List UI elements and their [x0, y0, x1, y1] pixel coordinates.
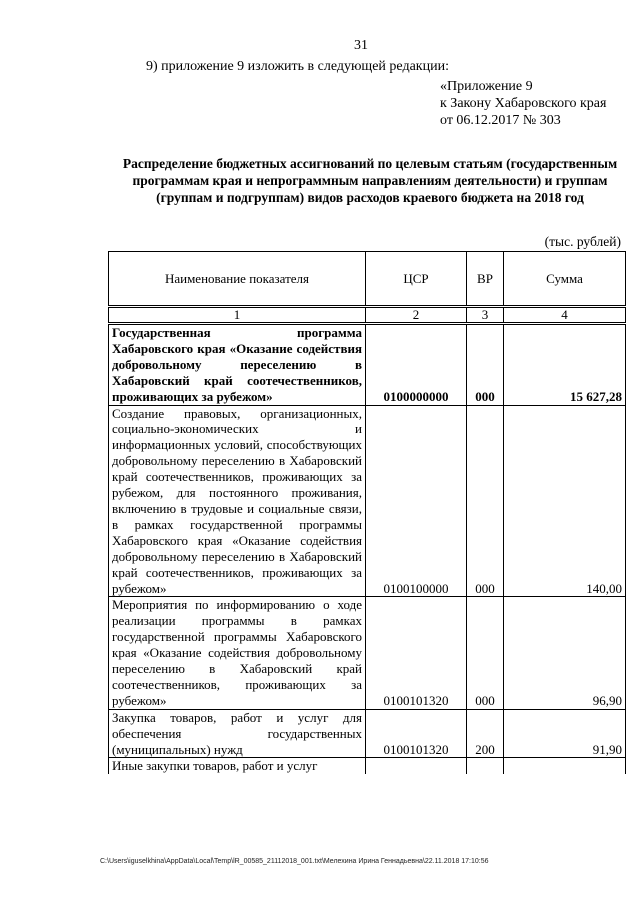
column-number: 1: [109, 307, 366, 324]
table-row: [109, 709, 626, 758]
file-path-footer: C:\Users\iguselkhina\AppData\Local\Temp\lR_00585_21112018_001.txt\Мелехина Ирина Геннадьевна\22.11.2018 17:10:56: [100, 858, 489, 865]
budget-table: [108, 251, 626, 774]
table-row: [109, 405, 626, 597]
header-vr: ВР: [467, 252, 504, 307]
row-name: Создание правовых, организационных, социально-экономических и информационных условий, способствующих добровольному переселению в Хабаровский край соотечественников, проживающих за рубежом, для постоянного проживания, включению в трудовые и социальные связи, в рамках государственной программы Хабаровского края «Оказание содействия добровольному переселению в Хабаровский край соотечественников, проживающих за рубежом»: [109, 405, 366, 597]
row-sum: 96,90: [504, 597, 626, 709]
row-csr: [366, 758, 467, 774]
row-vr: 200: [467, 709, 504, 758]
appendix-ref-line-3: от 06.12.2017 № 303: [440, 113, 561, 128]
row-csr: 0100100000: [366, 405, 467, 597]
row-name: Иные закупки товаров, работ и услуг: [109, 758, 366, 774]
column-number: 4: [504, 307, 626, 324]
appendix-ref-line-1: «Приложение 9: [440, 79, 533, 94]
appendix-ref-line-2: к Закону Хабаровского края: [440, 96, 607, 111]
row-csr: 0100101320: [366, 597, 467, 709]
row-sum: 91,90: [504, 709, 626, 758]
page-number: 31: [354, 38, 368, 53]
table-row: [109, 597, 626, 709]
row-csr: 0100101320: [366, 709, 467, 758]
row-name: Государственная программа Хабаровского края «Оказание содействия добровольному переселению в Хабаровский край соотечественников, проживающих за рубежом»: [109, 324, 366, 406]
row-sum: 140,00: [504, 405, 626, 597]
appendix-reference: [440, 78, 606, 129]
header-csr: ЦСР: [366, 252, 467, 307]
column-number: 3: [467, 307, 504, 324]
unit-label: (тыс. рублей): [544, 234, 621, 249]
table-header-row: [109, 252, 626, 307]
row-vr: [467, 758, 504, 774]
header-name: Наименование показателя: [109, 252, 366, 307]
row-vr: 000: [467, 405, 504, 597]
column-number-row: [109, 307, 626, 324]
row-name: Закупка товаров, работ и услуг для обеспечения государственных (муниципальных) нужд: [109, 709, 366, 758]
table-row: [109, 758, 626, 774]
column-number: 2: [366, 307, 467, 324]
row-vr: 000: [467, 597, 504, 709]
row-vr: 000: [467, 324, 504, 406]
row-sum: 15 627,28: [504, 324, 626, 406]
row-csr: 0100000000: [366, 324, 467, 406]
table-row: [109, 324, 626, 406]
row-sum: [504, 758, 626, 774]
row-name: Мероприятия по информированию о ходе реализации программы в рамках государственной программы Хабаровского края «Оказание содействия добровольному переселению в Хабаровский край соотечественников, проживающих за рубежом»: [109, 597, 366, 709]
document-title: Распределение бюджетных ассигнований по целевым статьям (государственным программам края и непрограммным направлениям деятельности) и группам (группам и подгруппам) видов расходов краевого бюджета на 2018 год: [122, 156, 618, 205]
header-sum: Сумма: [504, 252, 626, 307]
intro-text: 9) приложение 9 изложить в следующей редакции:: [146, 59, 449, 74]
